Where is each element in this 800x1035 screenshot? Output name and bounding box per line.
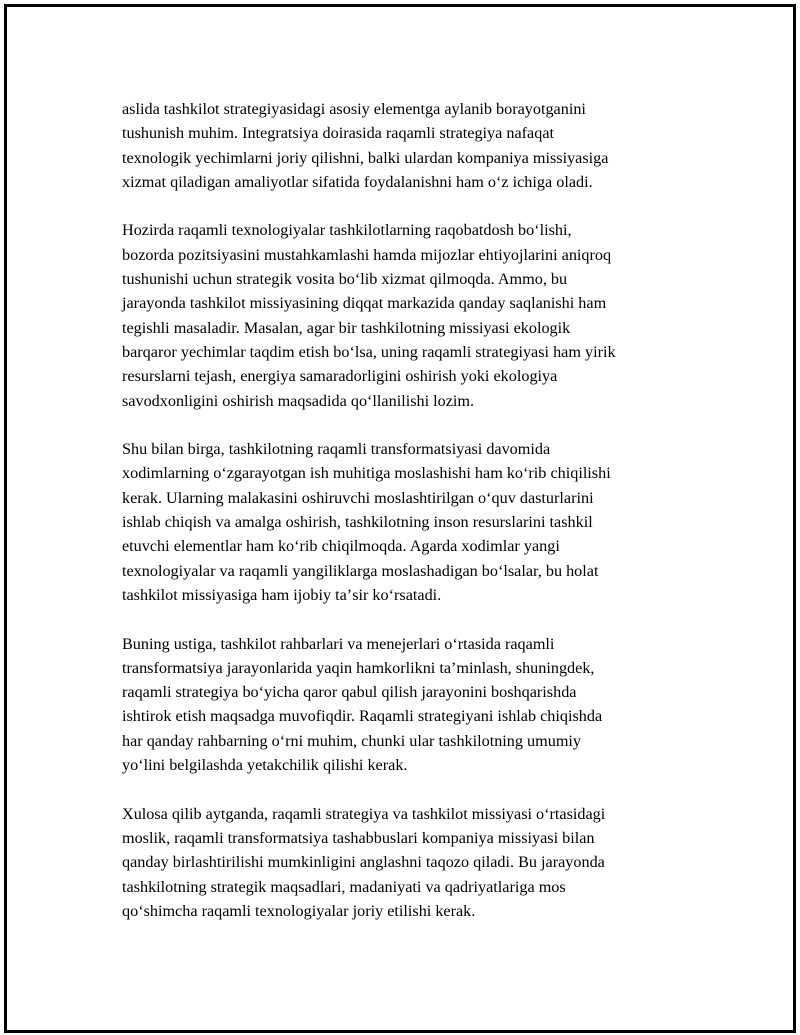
text-line: har qanday rahbarning oʻrni muhim, chunki ular tashkilotning umumiy (122, 731, 582, 750)
text-line: texnologik yechimlarni joriy qilishni, balki ulardan kompaniya missiyasiga (122, 148, 609, 167)
text-line: Shu bilan birga, tashkilotning raqamli transformatsiyasi davomida (122, 440, 551, 459)
text-line: Buning ustiga, tashkilot rahbarlari va menejerlari oʻrtasida raqamli (122, 634, 555, 653)
text-line: moslik, raqamli transformatsiya tashabbuslari kompaniya missiyasi bilan (122, 828, 595, 847)
paragraph (122, 97, 682, 194)
text-line: resurslarni tejash, energiya samaradorligini oshirish yoki ekologiya (122, 367, 558, 386)
text-line: xizmat qiladigan amaliyotlar sifatida foydalanishni ham oʻz ichiga oladi. (122, 172, 593, 191)
text-line: etuvchi elementlar ham koʻrib chiqilmoqda. Agarda xodimlar yangi (122, 537, 560, 556)
text-line: qanday birlashtirilishi mumkinligini anglashni taqozo qiladi. Bu jarayonda (122, 853, 605, 872)
paragraph (122, 632, 682, 778)
text-line: bozorda pozitsiyasini mustahkamlashi hamda mijozlar ehtiyojlarini aniqroq (122, 245, 612, 264)
document-body (122, 97, 682, 947)
text-line: xodimlarning oʻzgarayotgan ish muhitiga moslashishi ham koʻrib chiqilishi (122, 464, 611, 483)
text-line: transformatsiya jarayonlarida yaqin hamkorlikni taʼminlash, shuningdek, (122, 658, 595, 677)
text-line: tegishli masaladir. Masalan, agar bir tashkilotning missiyasi ekologik (122, 318, 571, 337)
paragraph (122, 802, 682, 923)
text-line: barqaror yechimlar taqdim etish boʻlsa, uning raqamli strategiyasi ham yirik (122, 342, 616, 361)
text-line: tashkilot missiyasiga ham ijobiy taʼsir koʻrsatadi. (122, 585, 442, 604)
paragraph (122, 437, 682, 607)
text-line: qoʻshimcha raqamli texnologiyalar joriy etilishi kerak. (122, 901, 476, 920)
text-line: Xulosa qilib aytganda, raqamli strategiya va tashkilot missiyasi oʻrtasidagi (122, 804, 606, 823)
text-line: tushunishi uchun strategik vosita boʻlib xizmat qilmoqda. Ammo, bu (122, 270, 568, 289)
text-line: texnologiyalar va raqamli yangiliklarga moslashadigan boʻlsalar, bu holat (122, 561, 599, 580)
text-line: tushunish muhim. Integratsiya doirasida raqamli strategiya nafaqat (122, 124, 554, 143)
page-frame (4, 4, 796, 1033)
text-line: aslida tashkilot strategiyasidagi asosiy elementga aylanib borayotganini (122, 100, 586, 118)
text-line: ishlab chiqish va amalga oshirish, tashkilotning inson resurslarini tashkil (122, 513, 593, 532)
text-line: Hozirda raqamli texnologiyalar tashkilotlarning raqobatdosh boʻlishi, (122, 221, 572, 240)
text-line: ishtirok etish maqsadga muvofiqdir. Raqamli strategiyani ishlab chiqishda (122, 707, 603, 726)
text-line: tashkilotning strategik maqsadlari, madaniyati va qadriyatlariga mos (122, 877, 566, 896)
text-line: kerak. Ularning malakasini oshiruvchi moslashtirilgan oʻquv dasturlarini (122, 488, 594, 507)
text-line: savodxonligini oshirish maqsadida qoʻllanilishi lozim. (122, 391, 475, 410)
text-line: yoʻlini belgilashda yetakchilik qilishi kerak. (122, 756, 408, 775)
paragraph (122, 218, 682, 412)
text-line: raqamli strategiya boʻyicha qaror qabul qilish jarayonini boshqarishda (122, 683, 577, 702)
text-line: jarayonda tashkilot missiyasining diqqat markazida qanday saqlanishi ham (122, 294, 607, 313)
